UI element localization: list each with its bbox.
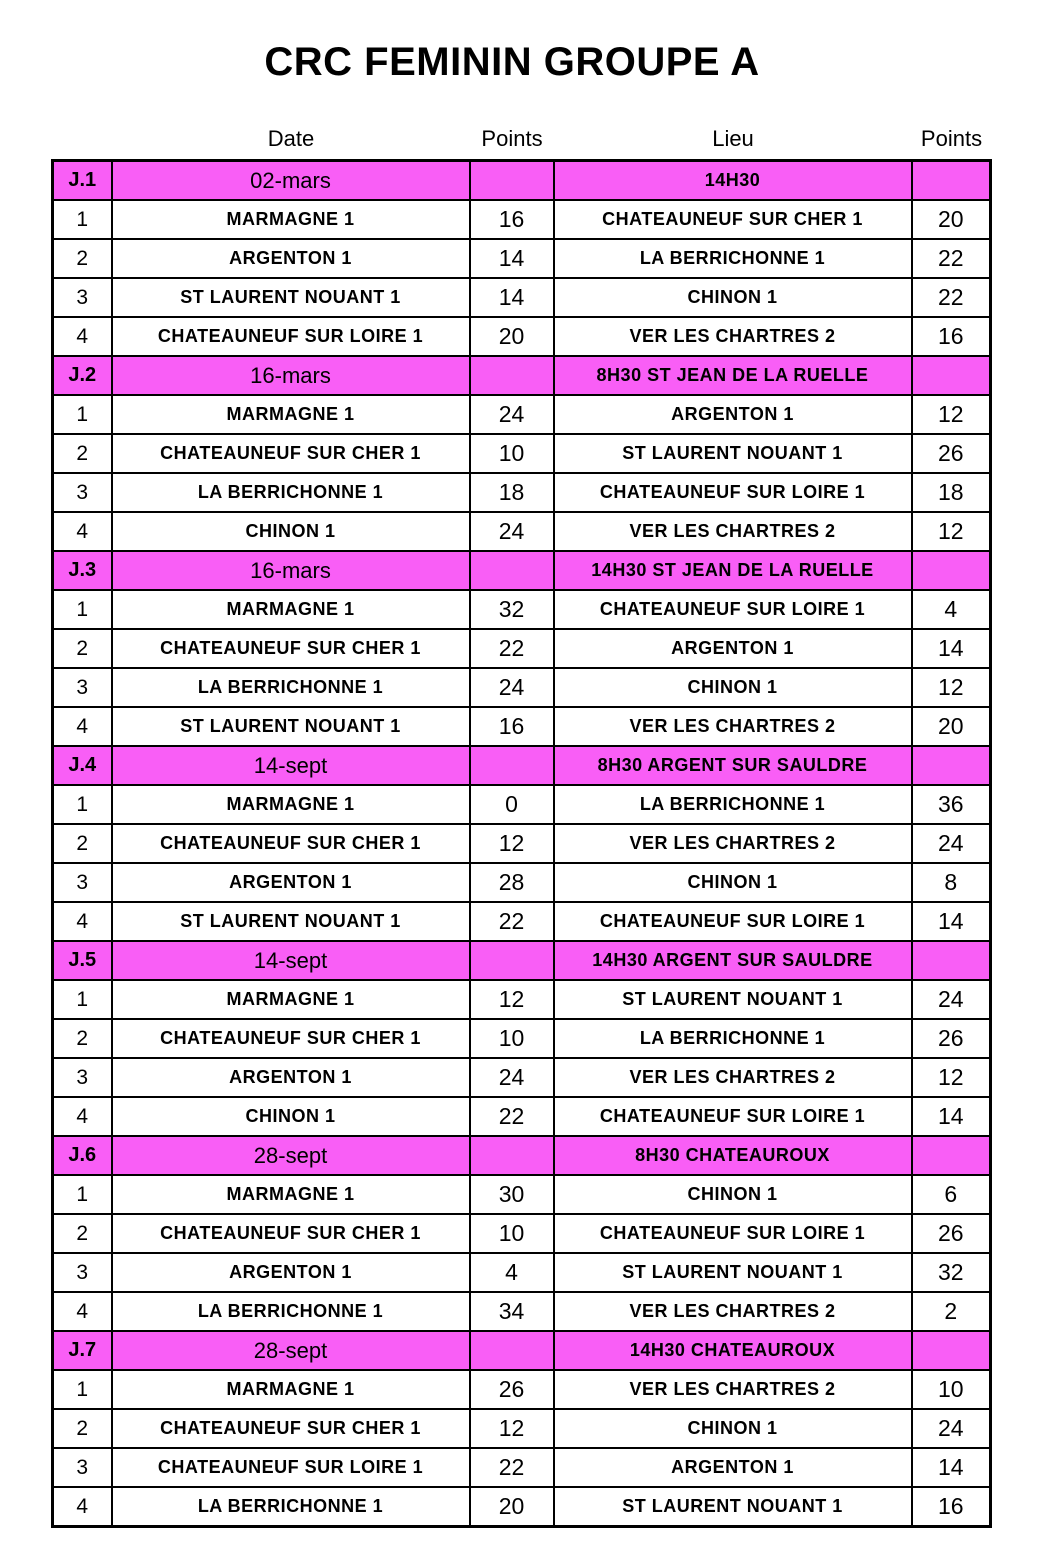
round-date: 02-mars (112, 161, 470, 201)
match-number: 2 (53, 1019, 112, 1058)
away-team: ARGENTON 1 (554, 1448, 912, 1487)
away-points: 32 (912, 1253, 991, 1292)
match-row (53, 629, 991, 668)
home-points: 22 (470, 902, 554, 941)
match-row (53, 512, 991, 551)
away-points: 22 (912, 278, 991, 317)
away-team: CHATEAUNEUF SUR LOIRE 1 (554, 902, 912, 941)
home-points: 10 (470, 1214, 554, 1253)
away-points: 26 (912, 1019, 991, 1058)
round-label: J.7 (53, 1331, 112, 1370)
home-team: MARMAGNE 1 (112, 980, 470, 1019)
home-team: LA BERRICHONNE 1 (112, 668, 470, 707)
away-team: VER LES CHARTRES 2 (554, 1058, 912, 1097)
match-number: 2 (53, 434, 112, 473)
home-points: 16 (470, 707, 554, 746)
away-points: 18 (912, 473, 991, 512)
home-points: 12 (470, 1409, 554, 1448)
home-team: CHATEAUNEUF SUR CHER 1 (112, 434, 470, 473)
match-number: 3 (53, 473, 112, 512)
home-points: 30 (470, 1175, 554, 1214)
round-points-empty (470, 551, 554, 590)
away-team: CHINON 1 (554, 863, 912, 902)
home-points: 14 (470, 239, 554, 278)
home-points: 22 (470, 629, 554, 668)
away-team: CHATEAUNEUF SUR LOIRE 1 (554, 473, 912, 512)
away-team: CHATEAUNEUF SUR LOIRE 1 (554, 1097, 912, 1136)
match-number: 1 (53, 785, 112, 824)
match-row (53, 590, 991, 629)
round-label: J.6 (53, 1136, 112, 1175)
home-points: 32 (470, 590, 554, 629)
match-row (53, 863, 991, 902)
round-header-row (53, 941, 991, 980)
round-header-row (53, 1331, 991, 1370)
round-header-row (53, 356, 991, 395)
round-points-empty (470, 356, 554, 395)
round-points-empty (912, 161, 991, 201)
header-points-away: Points (920, 126, 983, 151)
match-row (53, 1370, 991, 1409)
away-points: 12 (912, 1058, 991, 1097)
round-points-empty (470, 941, 554, 980)
round-venue: 8H30 ST JEAN DE LA RUELLE (554, 356, 912, 395)
header-points-home: Points (481, 126, 543, 151)
home-team: MARMAGNE 1 (112, 200, 470, 239)
home-points: 28 (470, 863, 554, 902)
round-date: 16-mars (112, 356, 470, 395)
home-team: ARGENTON 1 (112, 863, 470, 902)
match-row (53, 1019, 991, 1058)
away-points: 20 (912, 707, 991, 746)
home-points: 26 (470, 1370, 554, 1409)
away-points: 6 (912, 1175, 991, 1214)
home-points: 20 (470, 1487, 554, 1527)
match-number: 4 (53, 512, 112, 551)
away-team: LA BERRICHONNE 1 (554, 239, 912, 278)
home-team: MARMAGNE 1 (112, 785, 470, 824)
away-points: 14 (912, 1097, 991, 1136)
home-team: LA BERRICHONNE 1 (112, 473, 470, 512)
home-team: CHATEAUNEUF SUR CHER 1 (112, 629, 470, 668)
match-number: 4 (53, 1292, 112, 1331)
round-points-empty (912, 1136, 991, 1175)
match-number: 2 (53, 1409, 112, 1448)
away-points: 16 (912, 1487, 991, 1527)
home-points: 10 (470, 1019, 554, 1058)
home-points: 18 (470, 473, 554, 512)
match-number: 1 (53, 590, 112, 629)
home-team: ST LAURENT NOUANT 1 (112, 902, 470, 941)
away-team: CHATEAUNEUF SUR CHER 1 (554, 200, 912, 239)
away-team: ARGENTON 1 (554, 395, 912, 434)
match-row (53, 200, 991, 239)
match-row (53, 1292, 991, 1331)
match-number: 1 (53, 395, 112, 434)
match-number: 1 (53, 200, 112, 239)
away-points: 24 (912, 824, 991, 863)
away-team: CHINON 1 (554, 1409, 912, 1448)
match-number: 4 (53, 902, 112, 941)
home-team: ST LAURENT NOUANT 1 (112, 707, 470, 746)
home-points: 34 (470, 1292, 554, 1331)
away-team: ST LAURENT NOUANT 1 (554, 980, 912, 1019)
home-points: 12 (470, 980, 554, 1019)
away-points: 12 (912, 668, 991, 707)
away-team: VER LES CHARTRES 2 (554, 1370, 912, 1409)
away-team: VER LES CHARTRES 2 (554, 512, 912, 551)
home-points: 24 (470, 668, 554, 707)
round-points-empty (470, 1331, 554, 1370)
match-row (53, 824, 991, 863)
match-row (53, 473, 991, 512)
away-points: 12 (912, 395, 991, 434)
home-points: 22 (470, 1448, 554, 1487)
away-team: CHINON 1 (554, 1175, 912, 1214)
match-number: 2 (53, 629, 112, 668)
match-number: 4 (53, 1097, 112, 1136)
away-points: 14 (912, 1448, 991, 1487)
home-team: ARGENTON 1 (112, 1253, 470, 1292)
away-points: 4 (912, 590, 991, 629)
away-team: VER LES CHARTRES 2 (554, 1292, 912, 1331)
round-header-row (53, 551, 991, 590)
match-number: 3 (53, 278, 112, 317)
away-points: 14 (912, 629, 991, 668)
home-points: 20 (470, 317, 554, 356)
match-row (53, 785, 991, 824)
match-row (53, 902, 991, 941)
round-venue: 14H30 ST JEAN DE LA RUELLE (554, 551, 912, 590)
home-team: CHINON 1 (112, 1097, 470, 1136)
match-row (53, 668, 991, 707)
away-points: 14 (912, 902, 991, 941)
away-team: CHINON 1 (554, 278, 912, 317)
match-row (53, 1214, 991, 1253)
round-date: 16-mars (112, 551, 470, 590)
home-points: 24 (470, 512, 554, 551)
home-team: ARGENTON 1 (112, 1058, 470, 1097)
round-points-empty (912, 1331, 991, 1370)
away-points: 2 (912, 1292, 991, 1331)
round-points-empty (912, 356, 991, 395)
away-points: 24 (912, 1409, 991, 1448)
away-team: VER LES CHARTRES 2 (554, 707, 912, 746)
away-points: 16 (912, 317, 991, 356)
match-number: 2 (53, 824, 112, 863)
round-venue: 14H30 ARGENT SUR SAULDRE (554, 941, 912, 980)
home-team: MARMAGNE 1 (112, 395, 470, 434)
results-table (51, 159, 992, 1528)
match-row (53, 317, 991, 356)
home-team: CHATEAUNEUF SUR CHER 1 (112, 1409, 470, 1448)
match-number: 1 (53, 1175, 112, 1214)
match-number: 3 (53, 863, 112, 902)
match-row (53, 1175, 991, 1214)
away-team: LA BERRICHONNE 1 (554, 785, 912, 824)
round-date: 14-sept (112, 746, 470, 785)
match-row (53, 1409, 991, 1448)
home-team: CHINON 1 (112, 512, 470, 551)
match-row (53, 278, 991, 317)
home-team: LA BERRICHONNE 1 (112, 1487, 470, 1527)
match-row (53, 1058, 991, 1097)
match-number: 3 (53, 668, 112, 707)
round-points-empty (912, 746, 991, 785)
home-points: 14 (470, 278, 554, 317)
home-points: 16 (470, 200, 554, 239)
round-venue: 8H30 CHATEAUROUX (554, 1136, 912, 1175)
match-number: 4 (53, 707, 112, 746)
match-row (53, 1448, 991, 1487)
home-points: 4 (470, 1253, 554, 1292)
home-team: CHATEAUNEUF SUR CHER 1 (112, 824, 470, 863)
round-label: J.3 (53, 551, 112, 590)
header-lieu: Lieu (712, 126, 754, 151)
home-points: 0 (470, 785, 554, 824)
away-team: CHATEAUNEUF SUR LOIRE 1 (554, 590, 912, 629)
away-team: VER LES CHARTRES 2 (554, 824, 912, 863)
away-points: 12 (912, 512, 991, 551)
round-header-row (53, 161, 991, 201)
round-points-empty (470, 161, 554, 201)
round-venue: 14H30 (554, 161, 912, 201)
match-number: 1 (53, 980, 112, 1019)
away-team: CHINON 1 (554, 668, 912, 707)
home-points: 10 (470, 434, 554, 473)
match-row (53, 239, 991, 278)
home-team: CHATEAUNEUF SUR LOIRE 1 (112, 317, 470, 356)
round-label: J.5 (53, 941, 112, 980)
round-points-empty (912, 941, 991, 980)
away-points: 36 (912, 785, 991, 824)
round-date: 14-sept (112, 941, 470, 980)
home-team: MARMAGNE 1 (112, 590, 470, 629)
away-points: 26 (912, 434, 991, 473)
match-row (53, 1253, 991, 1292)
match-number: 1 (53, 1370, 112, 1409)
header-date: Date (267, 126, 315, 151)
away-team: CHATEAUNEUF SUR LOIRE 1 (554, 1214, 912, 1253)
home-team: ARGENTON 1 (112, 239, 470, 278)
home-points: 24 (470, 1058, 554, 1097)
match-number: 2 (53, 1214, 112, 1253)
home-points: 12 (470, 824, 554, 863)
away-team: ARGENTON 1 (554, 629, 912, 668)
round-points-empty (470, 746, 554, 785)
page-title: CRC FEMININ GROUPE A (264, 40, 760, 84)
round-date: 28-sept (112, 1136, 470, 1175)
away-team: LA BERRICHONNE 1 (554, 1019, 912, 1058)
away-points: 24 (912, 980, 991, 1019)
away-points: 8 (912, 863, 991, 902)
home-team: CHATEAUNEUF SUR CHER 1 (112, 1019, 470, 1058)
match-number: 3 (53, 1253, 112, 1292)
away-team: ST LAURENT NOUANT 1 (554, 1253, 912, 1292)
away-points: 26 (912, 1214, 991, 1253)
away-points: 22 (912, 239, 991, 278)
home-team: LA BERRICHONNE 1 (112, 1292, 470, 1331)
round-date: 28-sept (112, 1331, 470, 1370)
round-points-empty (470, 1136, 554, 1175)
match-row (53, 1487, 991, 1527)
match-number: 3 (53, 1058, 112, 1097)
away-team: ST LAURENT NOUANT 1 (554, 434, 912, 473)
home-team: MARMAGNE 1 (112, 1370, 470, 1409)
round-venue: 8H30 ARGENT SUR SAULDRE (554, 746, 912, 785)
round-venue: 14H30 CHATEAUROUX (554, 1331, 912, 1370)
round-header-row (53, 746, 991, 785)
away-team: VER LES CHARTRES 2 (554, 317, 912, 356)
match-row (53, 1097, 991, 1136)
round-label: J.2 (53, 356, 112, 395)
home-team: MARMAGNE 1 (112, 1175, 470, 1214)
away-points: 10 (912, 1370, 991, 1409)
away-points: 20 (912, 200, 991, 239)
home-points: 22 (470, 1097, 554, 1136)
match-row (53, 707, 991, 746)
away-team: ST LAURENT NOUANT 1 (554, 1487, 912, 1527)
match-row (53, 980, 991, 1019)
home-team: CHATEAUNEUF SUR CHER 1 (112, 1214, 470, 1253)
round-label: J.4 (53, 746, 112, 785)
match-row (53, 434, 991, 473)
round-points-empty (912, 551, 991, 590)
match-number: 4 (53, 1487, 112, 1527)
match-number: 4 (53, 317, 112, 356)
home-team: ST LAURENT NOUANT 1 (112, 278, 470, 317)
home-points: 24 (470, 395, 554, 434)
match-number: 3 (53, 1448, 112, 1487)
round-label: J.1 (53, 161, 112, 201)
round-header-row (53, 1136, 991, 1175)
match-number: 2 (53, 239, 112, 278)
home-team: CHATEAUNEUF SUR LOIRE 1 (112, 1448, 470, 1487)
match-row (53, 395, 991, 434)
